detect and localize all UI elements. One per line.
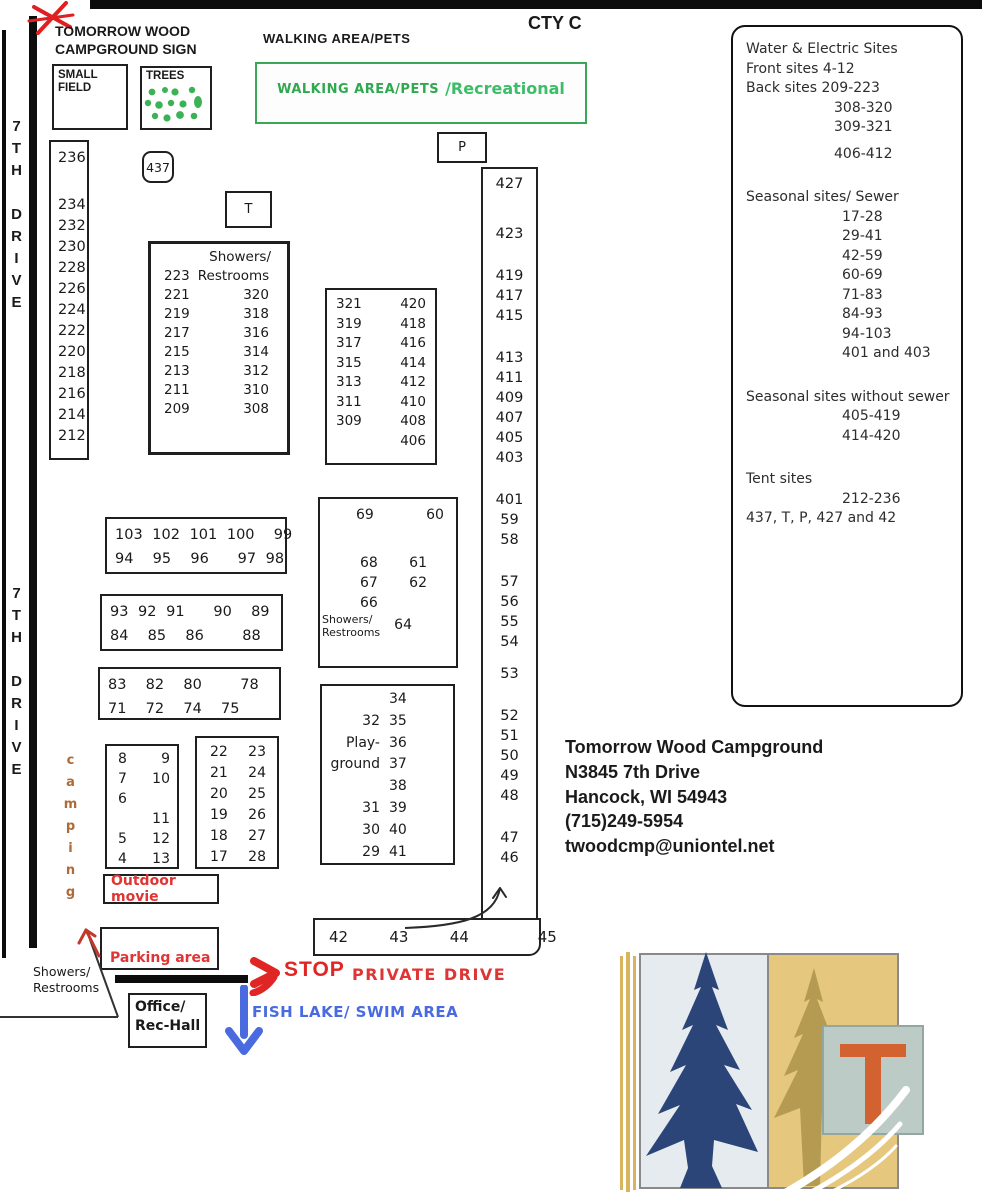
fish-lake-arrow-icon bbox=[222, 985, 266, 1057]
walking-area-green-label: WALKING AREA/PETS bbox=[277, 82, 440, 97]
sites-84-93-box bbox=[100, 594, 283, 651]
contact-phone: (715)249-5954 bbox=[565, 811, 684, 832]
site-number: 22 bbox=[210, 744, 228, 760]
site-t-box: T bbox=[225, 191, 272, 228]
site-number: 38 bbox=[389, 778, 407, 795]
site-number: 218 bbox=[58, 365, 86, 381]
back-sites-showers-box bbox=[148, 241, 290, 455]
legend-line: 212-236 bbox=[842, 490, 901, 507]
site-number bbox=[322, 689, 389, 711]
cty-c-label: CTY C bbox=[528, 13, 582, 33]
legend-line: Seasonal sites without sewer bbox=[746, 388, 950, 405]
site-number: 226 bbox=[58, 281, 86, 297]
legend-line: Front sites 4-12 bbox=[746, 60, 855, 77]
legend-line: 84-93 bbox=[842, 306, 883, 322]
site-number: 315 bbox=[336, 354, 362, 371]
legend-line: 60-69 bbox=[842, 267, 883, 283]
small-field-box bbox=[52, 64, 128, 130]
site-number: 313 bbox=[336, 374, 362, 390]
legend-line: 17-28 bbox=[842, 208, 883, 225]
site-number: 8 bbox=[118, 751, 127, 767]
site-number: 309 bbox=[336, 413, 362, 429]
top-road bbox=[90, 0, 982, 9]
site-number: 232 bbox=[58, 218, 86, 234]
site-p-box: P bbox=[437, 132, 487, 163]
legend-line: 308-320 bbox=[834, 99, 893, 116]
site-number: 41 bbox=[389, 843, 407, 860]
tent-sites-column bbox=[49, 140, 89, 460]
trees-box bbox=[140, 66, 212, 130]
site-number: 409 bbox=[495, 390, 524, 406]
site-number: 230 bbox=[58, 239, 86, 255]
site-number: 311 bbox=[336, 393, 362, 410]
trees-label: TREES bbox=[146, 70, 185, 82]
legend-line: 405-419 bbox=[842, 408, 901, 424]
site-number: 23 bbox=[248, 744, 266, 760]
walking-recreational-area bbox=[255, 62, 587, 124]
legend-line: 29-41 bbox=[842, 228, 883, 244]
site-number: 212 bbox=[58, 428, 86, 444]
site-437-box: 437 bbox=[142, 151, 174, 183]
site-number: 408 bbox=[400, 413, 426, 429]
site-row: 69 60 bbox=[356, 507, 444, 523]
site-number: 52 bbox=[500, 708, 519, 724]
site-number: 209 bbox=[164, 401, 190, 417]
site-number: 222 bbox=[58, 323, 86, 339]
contact-email: twoodcmp@uniontel.net bbox=[565, 836, 775, 857]
site-number: 236 bbox=[58, 150, 86, 166]
seventh-drive-road-outer bbox=[2, 30, 6, 958]
site-number: 49 bbox=[500, 768, 519, 784]
site-number: 320 bbox=[243, 287, 269, 303]
site-number: 219 bbox=[164, 306, 190, 322]
contact-city: Hancock, WI 54943 bbox=[565, 786, 728, 807]
site-number: 415 bbox=[495, 308, 524, 324]
site-number: 316 bbox=[243, 325, 269, 341]
site-number: 223 bbox=[164, 268, 190, 284]
legend-line: Seasonal sites/ Sewer bbox=[746, 189, 899, 205]
small-field-label: SMALL FIELD bbox=[58, 69, 98, 95]
walking-area-label: WALKING AREA/PETS bbox=[263, 31, 411, 46]
showers-restrooms-label: Showers/ Restrooms bbox=[322, 613, 381, 639]
office-rec-hall-box: Office/ Rec-Hall bbox=[128, 993, 207, 1048]
seventh-drive-road-inner bbox=[29, 16, 37, 948]
site-number: 26 bbox=[248, 807, 266, 823]
seventh-drive-label-lower: 7TH DRIVE bbox=[8, 585, 25, 783]
site-number: 11 bbox=[152, 811, 170, 827]
site-number: 21 bbox=[210, 765, 228, 781]
site-number: 25 bbox=[248, 786, 266, 802]
site-number: 308 bbox=[243, 401, 269, 417]
site-number: 20 bbox=[210, 786, 228, 802]
site-number: 28 bbox=[248, 849, 266, 865]
site-number: 30 bbox=[362, 821, 380, 838]
site-number: 215 bbox=[164, 344, 190, 360]
legend-line: 414-420 bbox=[842, 427, 901, 444]
sites-42-45-box: 42 43 44 45 bbox=[313, 918, 541, 956]
site-number: 310 bbox=[243, 382, 269, 398]
site-number: 64 bbox=[394, 616, 412, 633]
site-number: 419 bbox=[495, 268, 524, 284]
legend-line: 401 and 403 bbox=[842, 345, 931, 361]
parking-area-box: Parking area bbox=[100, 927, 219, 970]
legend-line: 309-321 bbox=[834, 119, 893, 135]
site-row: 66 bbox=[360, 595, 378, 611]
site-number: 427 bbox=[495, 176, 524, 192]
site-number: 407 bbox=[495, 410, 524, 426]
stop-label: STOP bbox=[284, 958, 345, 981]
contact-info bbox=[565, 735, 823, 859]
site-number: 319 bbox=[336, 315, 362, 332]
site-number: 35 bbox=[389, 712, 407, 729]
site-legend-panel bbox=[731, 25, 963, 707]
playground-label: ground bbox=[330, 756, 380, 773]
campground-sign-title: TOMORROW WOOD CAMPGROUND SIGN bbox=[55, 23, 197, 58]
legend-line: 406-412 bbox=[834, 145, 893, 162]
site-number: 411 bbox=[495, 370, 524, 386]
site-row: 71 72 74 75 bbox=[108, 701, 240, 717]
site-number: 314 bbox=[243, 344, 269, 360]
site-number bbox=[322, 776, 389, 798]
legend-line: Water & Electric Sites bbox=[746, 41, 898, 57]
contact-address: N3845 7th Drive bbox=[565, 761, 701, 782]
site-number: 10 bbox=[152, 771, 170, 787]
site-number: 317 bbox=[336, 335, 362, 351]
site-number: 12 bbox=[152, 831, 170, 847]
site-number: 416 bbox=[400, 335, 426, 351]
legend-line: 42-59 bbox=[842, 247, 883, 264]
recreational-label: /Recreational bbox=[445, 79, 565, 98]
seventh-drive-label-upper: 7TH DRIVE bbox=[8, 118, 25, 316]
entrance-road bbox=[115, 975, 248, 983]
site-number: 216 bbox=[58, 386, 86, 402]
sites-300s-box bbox=[325, 288, 437, 465]
site-number: 24 bbox=[248, 765, 266, 781]
site-number: 213 bbox=[164, 363, 190, 379]
site-number: 58 bbox=[500, 532, 519, 548]
site-number: 5 bbox=[118, 831, 127, 847]
site-number: 46 bbox=[500, 850, 519, 866]
playground-sites-box bbox=[320, 684, 455, 865]
sites-71-83-box bbox=[98, 667, 281, 720]
site-number: 7 bbox=[118, 771, 127, 787]
site-number: 221 bbox=[164, 287, 190, 303]
private-drive-label: PRIVATE DRIVE bbox=[352, 965, 507, 984]
site-number: 50 bbox=[500, 748, 519, 764]
site-row: 94 95 96 97 98 bbox=[115, 551, 285, 567]
site-number: 224 bbox=[58, 302, 86, 318]
site-number: 37 bbox=[389, 756, 407, 773]
site-number: 420 bbox=[400, 296, 426, 312]
site-number: 27 bbox=[248, 828, 266, 844]
site-number: 4 bbox=[118, 851, 127, 867]
site-number: 29 bbox=[362, 843, 380, 860]
sites-4-13-box bbox=[105, 744, 179, 869]
sites-94-103-box bbox=[105, 517, 293, 574]
fish-lake-label: FISH LAKE/ SWIM AREA bbox=[252, 1003, 459, 1021]
site-row: 93 92 91 90 89 bbox=[110, 604, 270, 620]
site-number: 414 bbox=[400, 354, 426, 371]
site-number: 54 bbox=[500, 634, 519, 650]
camping-label: camping bbox=[63, 753, 78, 907]
site-number: 403 bbox=[495, 450, 524, 466]
playground-label: Play- bbox=[345, 734, 380, 751]
legend-line: Tent sites bbox=[746, 471, 813, 487]
site-row: 67 62 bbox=[360, 575, 427, 591]
campground-logo bbox=[618, 938, 930, 1200]
site-number: 418 bbox=[400, 315, 426, 332]
site-number: 228 bbox=[58, 260, 86, 276]
site-number: 9 bbox=[161, 751, 170, 767]
site-number: 19 bbox=[210, 807, 228, 823]
drive-curve-arrow-icon bbox=[400, 878, 520, 933]
legend-line: 71-83 bbox=[842, 286, 883, 303]
showers-restrooms-label: Showers/ Restrooms bbox=[33, 964, 100, 995]
site-number: 321 bbox=[336, 296, 362, 312]
site-number: 220 bbox=[58, 344, 86, 360]
site-number: 31 bbox=[362, 799, 380, 816]
trees-dots-icon bbox=[142, 84, 208, 126]
site-number: 214 bbox=[58, 407, 86, 423]
site-number: 6 bbox=[118, 791, 127, 807]
outdoor-movie-box: Outdoor movie bbox=[103, 874, 219, 904]
sites-17-28-box bbox=[195, 736, 279, 869]
site-number: 17 bbox=[210, 849, 228, 865]
site-number: 405 bbox=[495, 430, 524, 446]
parking-arrow-icon bbox=[79, 930, 99, 956]
site-number: 417 bbox=[495, 288, 524, 304]
site-number: 47 bbox=[500, 830, 519, 846]
site-row: 103 102 101 100 99 bbox=[115, 527, 293, 543]
site-number: 32 bbox=[362, 712, 380, 729]
site-number: 410 bbox=[400, 393, 426, 410]
site-number: 211 bbox=[164, 382, 190, 398]
site-number: 56 bbox=[500, 594, 519, 610]
site-number: 312 bbox=[243, 363, 269, 379]
site-number: 13 bbox=[152, 851, 170, 867]
contact-name: Tomorrow Wood Campground bbox=[565, 737, 824, 757]
site-number: 318 bbox=[243, 306, 269, 322]
legend-line: 94-103 bbox=[842, 325, 892, 342]
site-number: 59 bbox=[500, 512, 519, 528]
site-number: 48 bbox=[500, 788, 519, 804]
site-row: 84 85 86 88 bbox=[110, 628, 261, 644]
site-number: 55 bbox=[500, 614, 519, 630]
site-number: 217 bbox=[164, 325, 190, 341]
site-number: 234 bbox=[58, 197, 86, 213]
site-number: 413 bbox=[495, 350, 524, 366]
right-drive-site-strip bbox=[481, 167, 538, 920]
sites-60s-box bbox=[318, 497, 458, 668]
restrooms-label: Restrooms bbox=[197, 268, 270, 284]
site-number: 401 bbox=[495, 492, 524, 508]
showers-label: Showers/ bbox=[209, 249, 271, 265]
site-number: 412 bbox=[400, 374, 426, 390]
site-number: 18 bbox=[210, 828, 228, 844]
site-number: 406 bbox=[400, 432, 426, 449]
site-number: 51 bbox=[500, 728, 519, 744]
site-row: 68 61 bbox=[360, 555, 427, 571]
site-number: 34 bbox=[389, 691, 407, 707]
site-number: 40 bbox=[389, 821, 407, 838]
site-row: 83 82 80 78 bbox=[108, 677, 259, 693]
site-number: 36 bbox=[389, 734, 407, 751]
site-number: 53 bbox=[500, 666, 519, 682]
site-number: 39 bbox=[389, 799, 407, 816]
site-number: 57 bbox=[500, 574, 519, 590]
site-number: 423 bbox=[495, 226, 524, 242]
legend-line: 437, T, P, 427 and 42 bbox=[746, 510, 897, 526]
legend-line: Back sites 209-223 bbox=[746, 80, 880, 96]
